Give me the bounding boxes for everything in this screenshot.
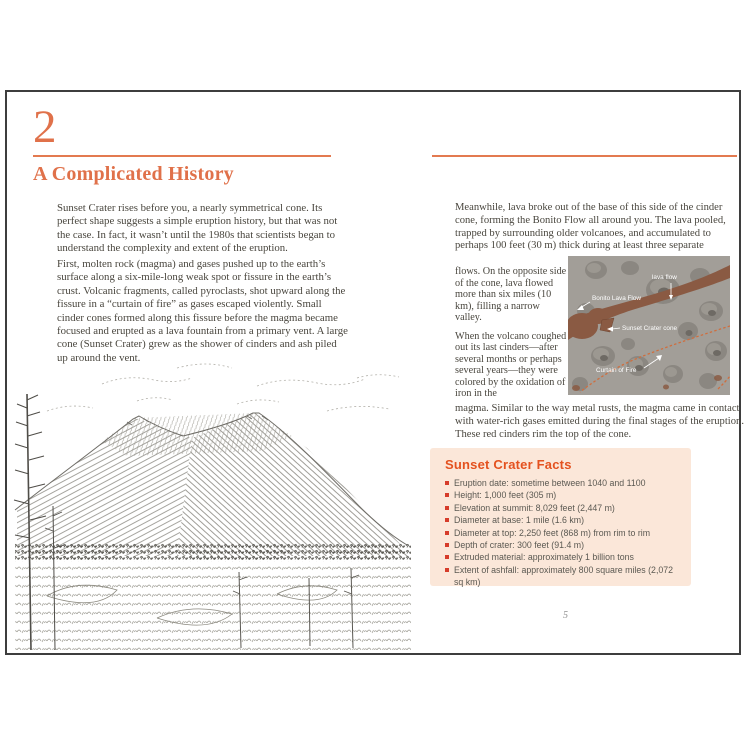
map-label-curtain: Curtain of Fire	[596, 367, 637, 374]
left-paragraph-2: First, molten rock (magma) and gases pushed up to the earth’s surface along a six-mile-long weak spot or fissure in the earth’s crust. Volcanic fragments, called pyroclasts, shot upward along the fissure in a “curtain of fire” as gases escaped violently. Small cinder cones formed along this fissure before the magma became focused and erupted as a lava fountain from a primary vent. A large cone (Sunset Crater) grew as the shower of cinders and ash piled up around the vent.	[57, 258, 348, 364]
right-paragraph-4: magma. Similar to the way metal rusts, the magma came in contact with water-rich gases emitted during the final stages of the eruption. These red cinders rim the top of the cone.	[455, 403, 744, 440]
page-number: 5	[563, 610, 568, 621]
right-paragraph-3: When the volcano coughed out its last cinders—after several months or perhaps several years—they were colored by the oxidation of iron in the	[455, 330, 567, 399]
chapter-title: A Complicated History	[33, 163, 234, 185]
map-label-bonito: Bonito Lava Flow	[592, 295, 642, 302]
right-paragraph-wrap	[455, 266, 568, 400]
bullet-square-icon	[445, 493, 449, 497]
map-label-cone: Sunset Crater cone	[622, 325, 678, 332]
facts-box-title: Sunset Crater Facts	[445, 457, 572, 472]
bullet-square-icon	[445, 481, 449, 485]
right-paragraph-2: flows. On the opposite side of the cone, lava flowed more than six miles (10 km), filling a narrow valley.	[455, 266, 567, 323]
sunset-crater-sketch	[7, 356, 419, 655]
bullet-square-icon	[445, 555, 449, 559]
fact-item: Height: 1,000 feet (305 m)	[445, 489, 679, 501]
lava-flow-map	[568, 256, 730, 395]
sketch-svg	[7, 356, 419, 655]
bullet-square-icon	[445, 506, 449, 510]
map-svg	[568, 256, 730, 395]
fact-item: Eruption date: sometime between 1040 and 1100	[445, 477, 679, 489]
bullet-square-icon	[445, 543, 449, 547]
fact-item: Elevation at summit: 8,029 feet (2,447 m)	[445, 502, 679, 514]
bullet-square-icon	[445, 531, 449, 535]
section-rule-left	[33, 155, 331, 157]
fact-item: Extruded material: approximately 1 billion tons	[445, 551, 679, 563]
map-label-lava-flow: lava flow	[652, 274, 677, 281]
facts-list	[445, 477, 679, 589]
fact-item: Depth of crater: 300 feet (91.4 m)	[445, 539, 679, 551]
crater-cone	[15, 413, 409, 556]
fact-item: Diameter at top: 2,250 feet (868 m) from rim to rim	[445, 527, 679, 539]
section-rule-right	[432, 155, 737, 157]
fact-item: Diameter at base: 1 mile (1.6 km)	[445, 514, 679, 526]
bullet-square-icon	[445, 568, 449, 572]
tree-band	[15, 542, 411, 562]
right-paragraph-1: Meanwhile, lava broke out of the base of this side of the cinder cone, forming the Bonito Flow all around you. The lava pooled, trapped by surrounding older volcanoes, and accumulated to perhaps 100 feet (30 m) thick during at least three separate	[455, 202, 726, 252]
cloud-squiggles	[47, 364, 399, 411]
facts-box	[430, 448, 691, 586]
fact-item: Extent of ashfall: approximately 800 square miles (2,072 sq km)	[445, 564, 679, 589]
left-paragraph-1: Sunset Crater rises before you, a nearly symmetrical cone. Its perfect shape suggests a simple eruption history, but that was not the case. In fact, it wasn’t until the 1980s that scientists began to understand the complexity and extent of the eruption.	[57, 202, 338, 255]
chapter-number: 2	[33, 101, 57, 153]
bullet-square-icon	[445, 518, 449, 522]
